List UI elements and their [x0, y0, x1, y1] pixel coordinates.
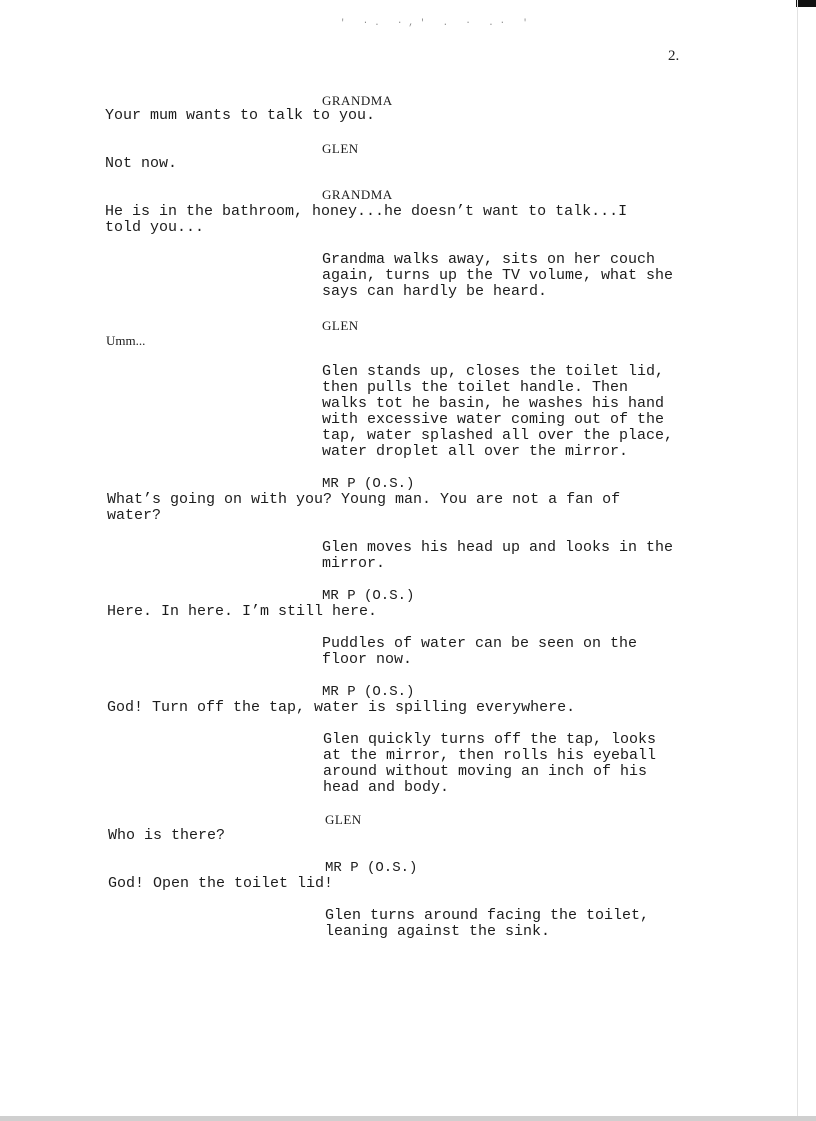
dialogue-line: What’s going on with you? Young man. You are not a fan of — [107, 491, 621, 508]
action-line: around without moving an inch of his — [323, 763, 648, 780]
scan-bottom-edge — [0, 1116, 816, 1121]
action-line: head and body. — [323, 779, 450, 796]
dialogue-line: Who is there? — [108, 827, 226, 844]
scan-corner-mark — [796, 0, 816, 7]
character-name: GRANDMA — [322, 187, 393, 202]
action-line: Glen moves his head up and looks in the — [322, 539, 674, 556]
action-line: again, turns up the TV volume, what she — [322, 267, 674, 284]
page-number: 2. — [668, 48, 680, 64]
action-line: floor now. — [322, 651, 413, 668]
character-name: GRANDMA — [322, 93, 393, 108]
dialogue-line: Your mum wants to talk to you. — [105, 107, 376, 124]
action-line: with excessive water coming out of the — [322, 411, 665, 428]
action-line: water droplet all over the mirror. — [322, 443, 629, 460]
action-line: Puddles of water can be seen on the — [322, 635, 638, 652]
action-line: Grandma walks away, sits on her couch — [322, 251, 656, 268]
character-name: MR P (O.S.) — [322, 684, 415, 700]
dialogue-line: Umm... — [106, 333, 146, 348]
action-line: mirror. — [322, 555, 386, 572]
action-line: Glen quickly turns off the tap, looks — [323, 731, 657, 748]
character-name: MR P (O.S.) — [322, 588, 415, 604]
character-name: MR P (O.S.) — [322, 476, 415, 492]
character-name: GLEN — [325, 812, 362, 827]
action-line: Glen stands up, closes the toilet lid, — [322, 363, 665, 380]
character-name: GLEN — [322, 318, 359, 333]
character-name: GLEN — [322, 141, 359, 156]
dialogue-line: He is in the bathroom, honey...he doesn’t want to talk...I — [105, 203, 628, 220]
dialogue-line: God! Turn off the tap, water is spilling everywhere. — [107, 699, 576, 716]
action-line: tap, water splashed all over the place, — [322, 427, 674, 444]
action-line: walks tot he basin, he washes his hand — [322, 395, 665, 412]
action-line: leaning against the sink. — [325, 923, 551, 940]
action-line: Glen turns around facing the toilet, — [325, 907, 650, 924]
dialogue-line: water? — [107, 507, 162, 524]
dialogue-line: Here. In here. I’m still here. — [107, 603, 378, 620]
action-line: then pulls the toilet handle. Then — [322, 379, 629, 396]
dialogue-line: Not now. — [105, 155, 178, 172]
action-line: at the mirror, then rolls his eyeball — [323, 747, 657, 764]
scan-right-edge — [797, 0, 798, 1121]
scan-specks: ' ·. ·,' . · .· ' — [340, 18, 534, 28]
dialogue-line: told you... — [105, 219, 205, 236]
dialogue-line: God! Open the toilet lid! — [108, 875, 334, 892]
character-name: MR P (O.S.) — [325, 860, 418, 876]
action-line: says can hardly be heard. — [322, 283, 548, 300]
